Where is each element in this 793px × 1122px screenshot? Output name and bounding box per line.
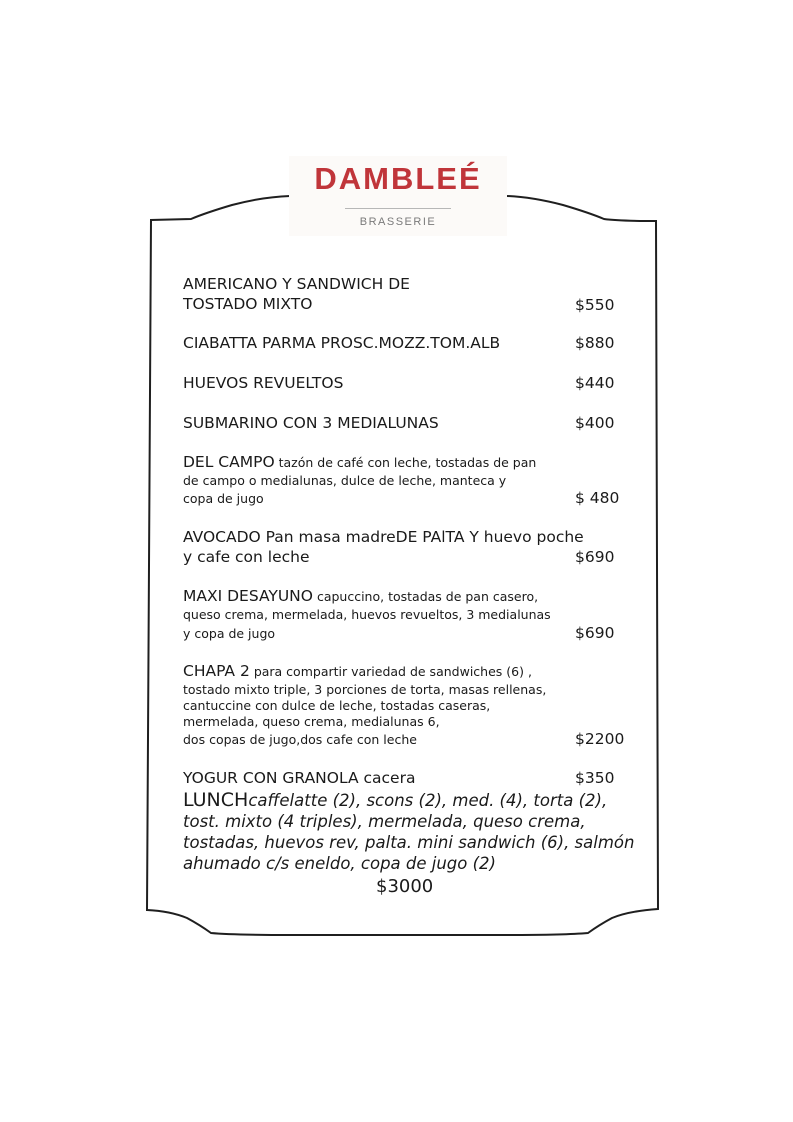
item-del-campo-name: DEL CAMPO — [183, 453, 275, 471]
item-chapa-desc3: cantuccine con dulce de leche, tostadas caseras, — [183, 698, 491, 713]
item-chapa-desc2: tostado mixto triple, 3 porciones de torta, masas rellenas, — [183, 682, 547, 697]
item-del-campo-desc2: de campo o medialunas, dulce de leche, manteca y — [183, 473, 507, 488]
item-lunch-price: $3000 — [376, 876, 434, 897]
item-huevos-name: HUEVOS REVUELTOS — [183, 374, 344, 392]
item-lunch-desc4: ahumado c/s eneldo, copa de jugo (2) — [183, 854, 496, 873]
item-submarino-price: $400 — [575, 414, 615, 432]
item-americano-line2: TOSTADO MIXTO — [183, 295, 313, 313]
item-ciabatta-price: $880 — [575, 334, 615, 352]
item-del-campo-desc1: tazón de café con leche, tostadas de pan — [274, 455, 537, 470]
item-chapa-price: $2200 — [575, 730, 625, 748]
item-lunch-line1 — [183, 790, 607, 811]
item-ciabatta-name: CIABATTA PARMA PROSC.MOZZ.TOM.ALB — [183, 334, 501, 352]
item-avocado-line2: y cafe con leche — [183, 548, 310, 566]
item-del-campo-line1 — [183, 452, 536, 473]
item-americano-line1: AMERICANO Y SANDWICH DE — [183, 275, 410, 293]
item-yogur-name: YOGUR CON GRANOLA cacera — [183, 769, 416, 787]
brand-subtitle: BRASSERIE — [359, 216, 437, 228]
item-del-campo-price: $ 480 — [575, 489, 620, 507]
item-chapa-desc4: mermelada, queso crema, medialunas 6, — [183, 714, 440, 729]
item-huevos-price: $440 — [575, 374, 615, 392]
item-del-campo-desc3: copa de jugo — [183, 491, 264, 506]
item-maxi-desc3: y copa de jugo — [183, 626, 276, 641]
item-maxi-desc2: queso crema, mermelada, huevos revueltos, 3 medialunas — [183, 607, 551, 622]
item-chapa-line1 — [183, 661, 532, 682]
item-avocado-line1: AVOCADO Pan masa madreDE PAlTA Y huevo poche — [183, 528, 584, 546]
item-lunch-desc1: caffelatte (2), scons (2), med. (4), torta (2), — [248, 791, 608, 810]
item-submarino-name: SUBMARINO CON 3 MEDIALUNAS — [183, 414, 439, 432]
item-yogur-price: $350 — [575, 769, 615, 787]
item-maxi-price: $690 — [575, 624, 615, 642]
item-chapa-name: CHAPA 2 — [183, 662, 250, 680]
item-avocado-price: $690 — [575, 548, 615, 566]
item-lunch-desc3: tostadas, huevos rev, palta. mini sandwich (6), salmón — [183, 833, 635, 852]
brand-logo — [289, 156, 507, 236]
item-lunch-name: LUNCH — [183, 789, 249, 811]
item-maxi-name: MAXI DESAYUNO — [183, 587, 313, 605]
item-lunch-desc2: tost. mixto (4 triples), mermelada, queso crema, — [183, 812, 586, 831]
item-chapa-desc1: para compartir variedad de sandwiches (6) , — [249, 664, 532, 679]
item-maxi-desc1: capuccino, tostadas de pan casero, — [312, 589, 539, 604]
logo-divider — [345, 208, 451, 209]
item-maxi-line1 — [183, 586, 538, 607]
brand-name: DAMBLEÉ — [314, 161, 482, 196]
item-chapa-desc5: dos copas de jugo,dos cafe con leche — [183, 732, 417, 747]
item-americano-price: $550 — [575, 296, 615, 314]
